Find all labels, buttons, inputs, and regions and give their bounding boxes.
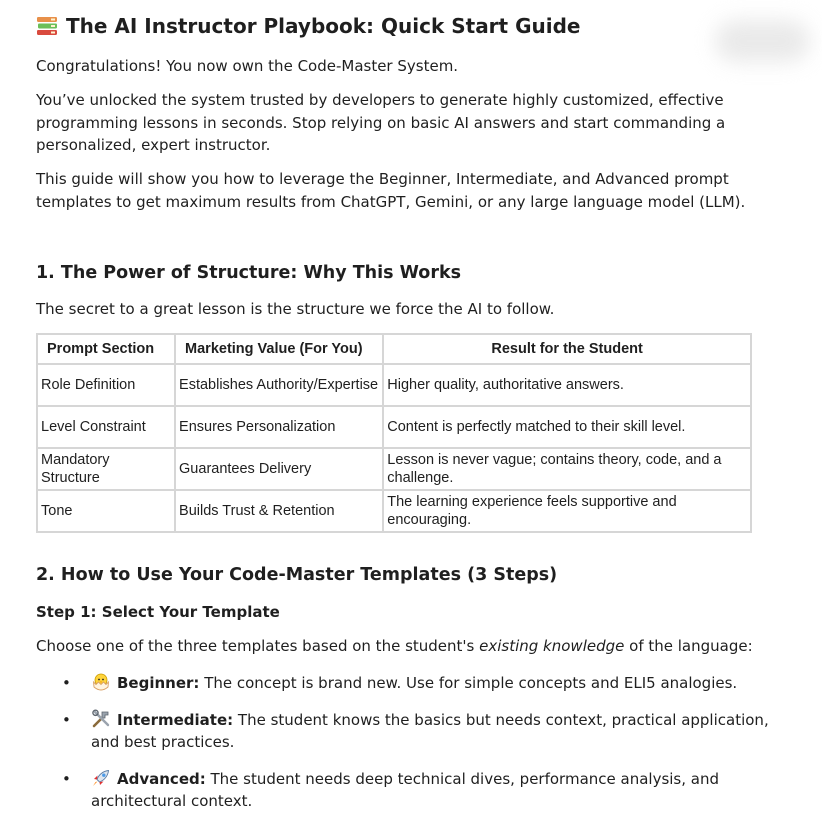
choose-text-before: Choose one of the three templates based on the student's [36, 637, 480, 655]
table-cell: Content is perfectly matched to their skill level. [383, 406, 751, 448]
rocket-icon [91, 768, 111, 788]
table-row [37, 490, 751, 532]
table-header: Marketing Value (For You) [175, 334, 383, 364]
table-cell: The learning experience feels supportive and encouraging. [383, 490, 751, 532]
table-cell: Role Definition [37, 364, 175, 406]
table-cell: Establishes Authority/Expertise [175, 364, 383, 406]
intro-paragraph: You’ve unlocked the system trusted by developers to generate highly customized, effective programming lessons in seconds. Stop relying on basic AI answers and start commanding a personalized, expert instructor. [36, 91, 726, 154]
choose-paragraph [36, 635, 753, 658]
intermediate-text: The student knows the basics but needs context, practical application, and best practices. [91, 710, 769, 751]
list-item-advanced [36, 768, 776, 813]
template-list [36, 672, 776, 827]
table-cell: Guarantees Delivery [175, 448, 383, 490]
table-cell: Ensures Personalization [175, 406, 383, 448]
blurred-overlay [715, 20, 810, 62]
list-item-beginner [36, 672, 776, 695]
list-item-intermediate [36, 709, 776, 754]
advanced-text: The student needs deep technical dives, performance analysis, and architectural context. [91, 769, 719, 810]
intermediate-label: Intermediate: [117, 710, 234, 729]
table-header: Result for the Student [383, 334, 751, 364]
page-title-text: The AI Instructor Playbook: Quick Start Guide [66, 14, 581, 38]
table-row [37, 364, 751, 406]
table-cell: Tone [37, 490, 175, 532]
table-cell: Mandatory Structure [37, 448, 175, 490]
table-row [37, 448, 751, 490]
table-cell: Lesson is never vague; contains theory, code, and a challenge. [383, 448, 751, 490]
structure-table [36, 333, 752, 533]
beginner-label: Beginner: [117, 674, 200, 692]
section1-lead: The secret to a great lesson is the structure we force the AI to follow. [36, 300, 555, 318]
choose-text-after: of the language: [624, 637, 753, 655]
table-cell: Level Constraint [37, 406, 175, 448]
beginner-text: The concept is brand new. Use for simple concepts and ELI5 analogies. [199, 674, 738, 692]
advanced-label: Advanced: [117, 769, 206, 788]
choose-text-emphasis: existing knowledge [479, 637, 625, 655]
table-header: Prompt Section [37, 334, 175, 364]
congrats-text: Congratulations! You now own the Code-Master System. [36, 57, 459, 75]
table-cell: Builds Trust & Retention [175, 490, 383, 532]
section2-heading: 2. How to Use Your Code-Master Templates (3 Steps) [36, 565, 558, 585]
table-row [37, 406, 751, 448]
section1-heading: 1. The Power of Structure: Why This Works [36, 263, 462, 283]
step1-heading: Step 1: Select Your Template [36, 603, 280, 621]
table-header-row [37, 334, 751, 364]
tools-icon [91, 709, 111, 729]
page-title [36, 14, 580, 38]
books-icon [36, 15, 58, 37]
hatching-chick-icon [91, 672, 111, 692]
table-cell: Higher quality, authoritative answers. [383, 364, 751, 406]
guide-paragraph: This guide will show you how to leverage the Beginner, Intermediate, and Advanced prompt templates to get maximum results from ChatGPT, Gemini, or any large language model (LLM). [36, 170, 746, 211]
